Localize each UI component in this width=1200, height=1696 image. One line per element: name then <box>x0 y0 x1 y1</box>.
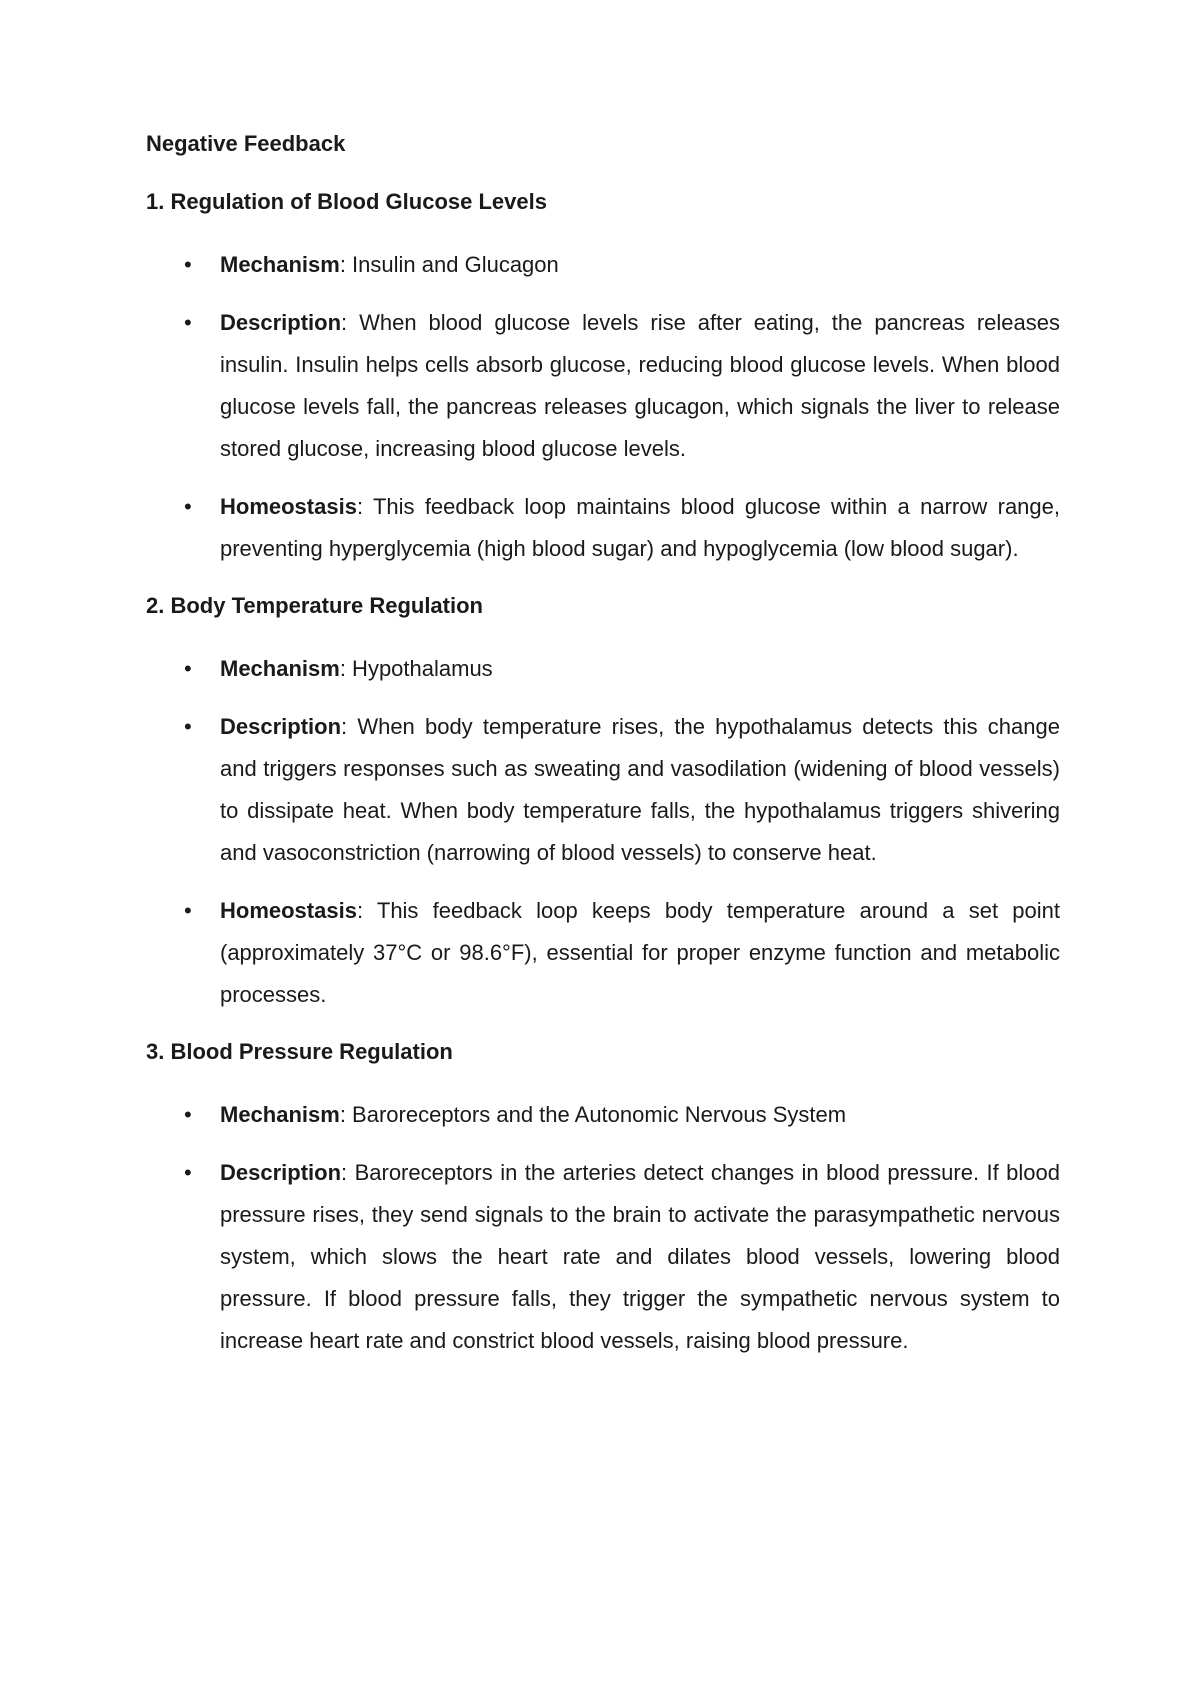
bullet-term: Description <box>220 714 342 739</box>
bullet-term: Description <box>220 1160 342 1185</box>
bullet-text: : When body temperature rises, the hypothalamus detects this change and triggers responses such as sweating and vasodilation (widening of blood vessels) to dissipate heat. When body temperature falls, the hypothalamus triggers shivering and vasoconstriction (narrowing of blood vessels) to conserve heat. <box>220 714 1060 865</box>
bullet-list-blood-pressure <box>146 1094 1060 1362</box>
bullet-text: : This feedback loop keeps body temperature around a set point (approximately 37°C or 98.6°F), essential for proper enzyme function and metabolic processes. <box>220 898 1060 1007</box>
bullet-icon: • <box>184 252 192 277</box>
list-item <box>146 302 1060 470</box>
section-heading-glucose: 1. Regulation of Blood Glucose Levels <box>146 189 547 214</box>
bullet-term: Mechanism <box>220 656 340 681</box>
bullet-icon: • <box>184 310 192 335</box>
list-item <box>146 706 1060 874</box>
bullet-term: Mechanism <box>220 1102 340 1127</box>
list-item <box>146 890 1060 1016</box>
bullet-term: Homeostasis <box>220 898 357 923</box>
bullet-list-temperature <box>146 648 1060 1016</box>
list-item <box>146 1152 1060 1362</box>
bullet-icon: • <box>184 714 192 739</box>
bullet-icon: • <box>184 1102 192 1127</box>
section-heading-blood-pressure: 3. Blood Pressure Regulation <box>146 1039 453 1064</box>
bullet-text: : This feedback loop maintains blood glucose within a narrow range, preventing hyperglycemia (high blood sugar) and hypoglycemia (low blood sugar). <box>220 494 1060 561</box>
bullet-term: Mechanism <box>220 252 340 277</box>
section-heading-temperature: 2. Body Temperature Regulation <box>146 593 483 618</box>
bullet-icon: • <box>184 494 192 519</box>
bullet-icon: • <box>184 1160 192 1185</box>
bullet-text: : Baroreceptors in the arteries detect changes in blood pressure. If blood pressure rises, they send signals to the brain to activate the parasympathetic nervous system, which slows the heart rate and dilates blood vessels, lowering blood pressure. If blood pressure falls, they trigger the sympathetic nervous system to increase heart rate and constrict blood vessels, raising blood pressure. <box>220 1160 1060 1353</box>
bullet-text: : When blood glucose levels rise after eating, the pancreas releases insulin. Insulin helps cells absorb glucose, reducing blood glucose levels. When blood glucose levels fall, the pancreas releases glucagon, which signals the liver to release stored glucose, increasing blood glucose levels. <box>220 310 1060 461</box>
bullet-text: : Insulin and Glucagon <box>339 252 559 277</box>
bullet-text: : Baroreceptors and the Autonomic Nervous System <box>339 1102 847 1127</box>
bullet-list-glucose <box>146 244 1060 570</box>
document-page <box>146 128 1060 1382</box>
list-item <box>146 486 1060 570</box>
document-title: Negative Feedback <box>146 131 346 156</box>
list-item <box>146 648 1060 690</box>
bullet-text: : Hypothalamus <box>339 656 493 681</box>
bullet-icon: • <box>184 898 192 923</box>
list-item <box>146 244 1060 286</box>
bullet-term: Description <box>220 310 342 335</box>
bullet-term: Homeostasis <box>220 494 357 519</box>
bullet-icon: • <box>184 656 192 681</box>
list-item <box>146 1094 1060 1136</box>
